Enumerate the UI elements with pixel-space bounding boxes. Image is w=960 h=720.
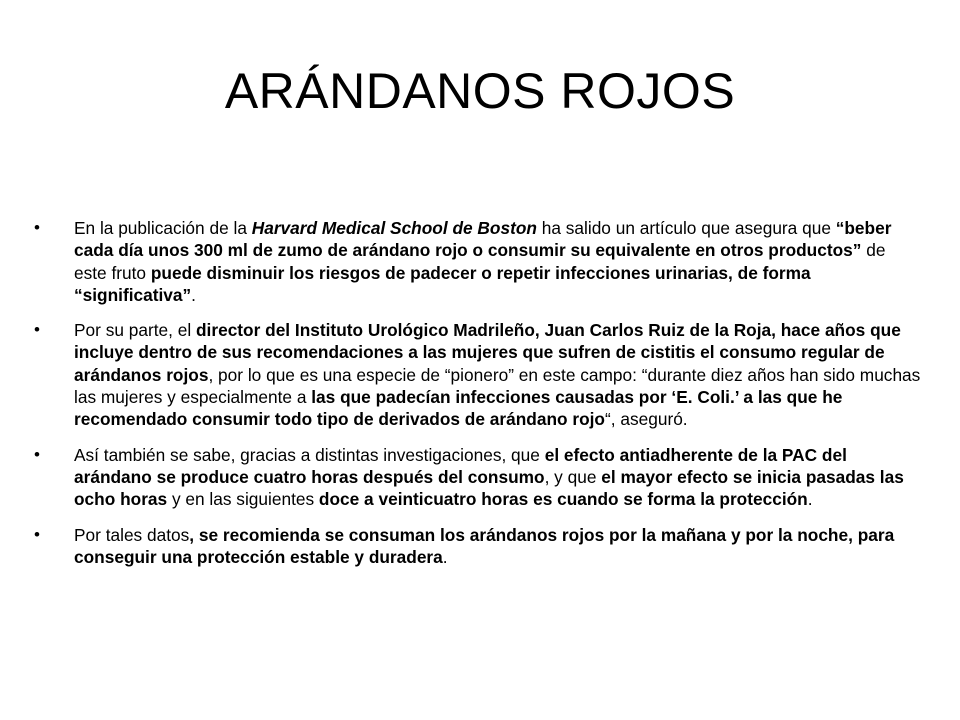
bullet-paragraph bbox=[34, 319, 922, 430]
bullet-paragraph bbox=[34, 444, 922, 511]
text-run: . bbox=[442, 546, 448, 567]
bullet-paragraph bbox=[34, 524, 922, 569]
text-run: En la publicación de la bbox=[74, 218, 252, 238]
bullet-icon: • bbox=[34, 444, 40, 464]
text-run: de este fruto bbox=[74, 240, 886, 283]
slide-title: ARÁNDANOS ROJOS bbox=[224, 63, 736, 119]
text-run: , por lo que es una especie de “pionero” en este campo: “durante diez años han sido muchas las mujeres y especialmente a bbox=[74, 364, 921, 408]
bullet-icon: • bbox=[34, 524, 40, 544]
text-run: el efecto antiadherente de la PAC del arándano se produce cuatro horas después del consumo bbox=[74, 444, 847, 487]
text-run: Por tales datos bbox=[74, 524, 190, 545]
text-run: “, aseguró. bbox=[605, 409, 688, 430]
text-run: director del Instituto Urológico Madrileño, Juan Carlos Ruiz de la Roja, hace años que incluye dentro de sus recomendaciones a las mujeres que sufren de cistitis el consumo regular de arándanos rojos bbox=[74, 320, 901, 385]
bullet-icon: • bbox=[34, 218, 40, 237]
text-run: , y que bbox=[544, 466, 602, 487]
text-run: . bbox=[191, 284, 196, 305]
text-run: Así también se sabe, gracias a distintas investigaciones, que bbox=[74, 444, 545, 465]
text-run: , se recomienda se consuman los arándanos rojos por la mañana y por la noche, para conseguir una protección estable y duradera bbox=[74, 524, 895, 567]
bullet-list bbox=[34, 217, 922, 581]
bullet-icon: • bbox=[34, 320, 40, 340]
text-run: el mayor efecto se inicia pasadas las ocho horas bbox=[74, 466, 904, 510]
text-run: “beber cada día unos 300 ml de zumo de arándano rojo o consumir su equivalente en otros productos” bbox=[74, 218, 892, 261]
bullet-paragraph bbox=[34, 217, 922, 306]
text-run: puede disminuir los riesgos de padecer o repetir infecciones urinarias, de forma “significativa” bbox=[74, 262, 811, 305]
text-run: Harvard Medical School de Boston bbox=[251, 218, 537, 238]
text-run: las que padecían infecciones causadas por ‘E. Coli.’ a las que he recomendado consumir todo tipo de derivados de arándano rojo bbox=[74, 387, 843, 430]
text-run: . bbox=[807, 489, 813, 510]
text-run: ha salido un artículo que asegura que bbox=[536, 218, 836, 238]
text-run: y en las siguientes bbox=[167, 489, 319, 510]
text-run: doce a veinticuatro horas es cuando se forma la protección bbox=[318, 489, 808, 510]
text-run: Por su parte, el bbox=[74, 320, 196, 341]
